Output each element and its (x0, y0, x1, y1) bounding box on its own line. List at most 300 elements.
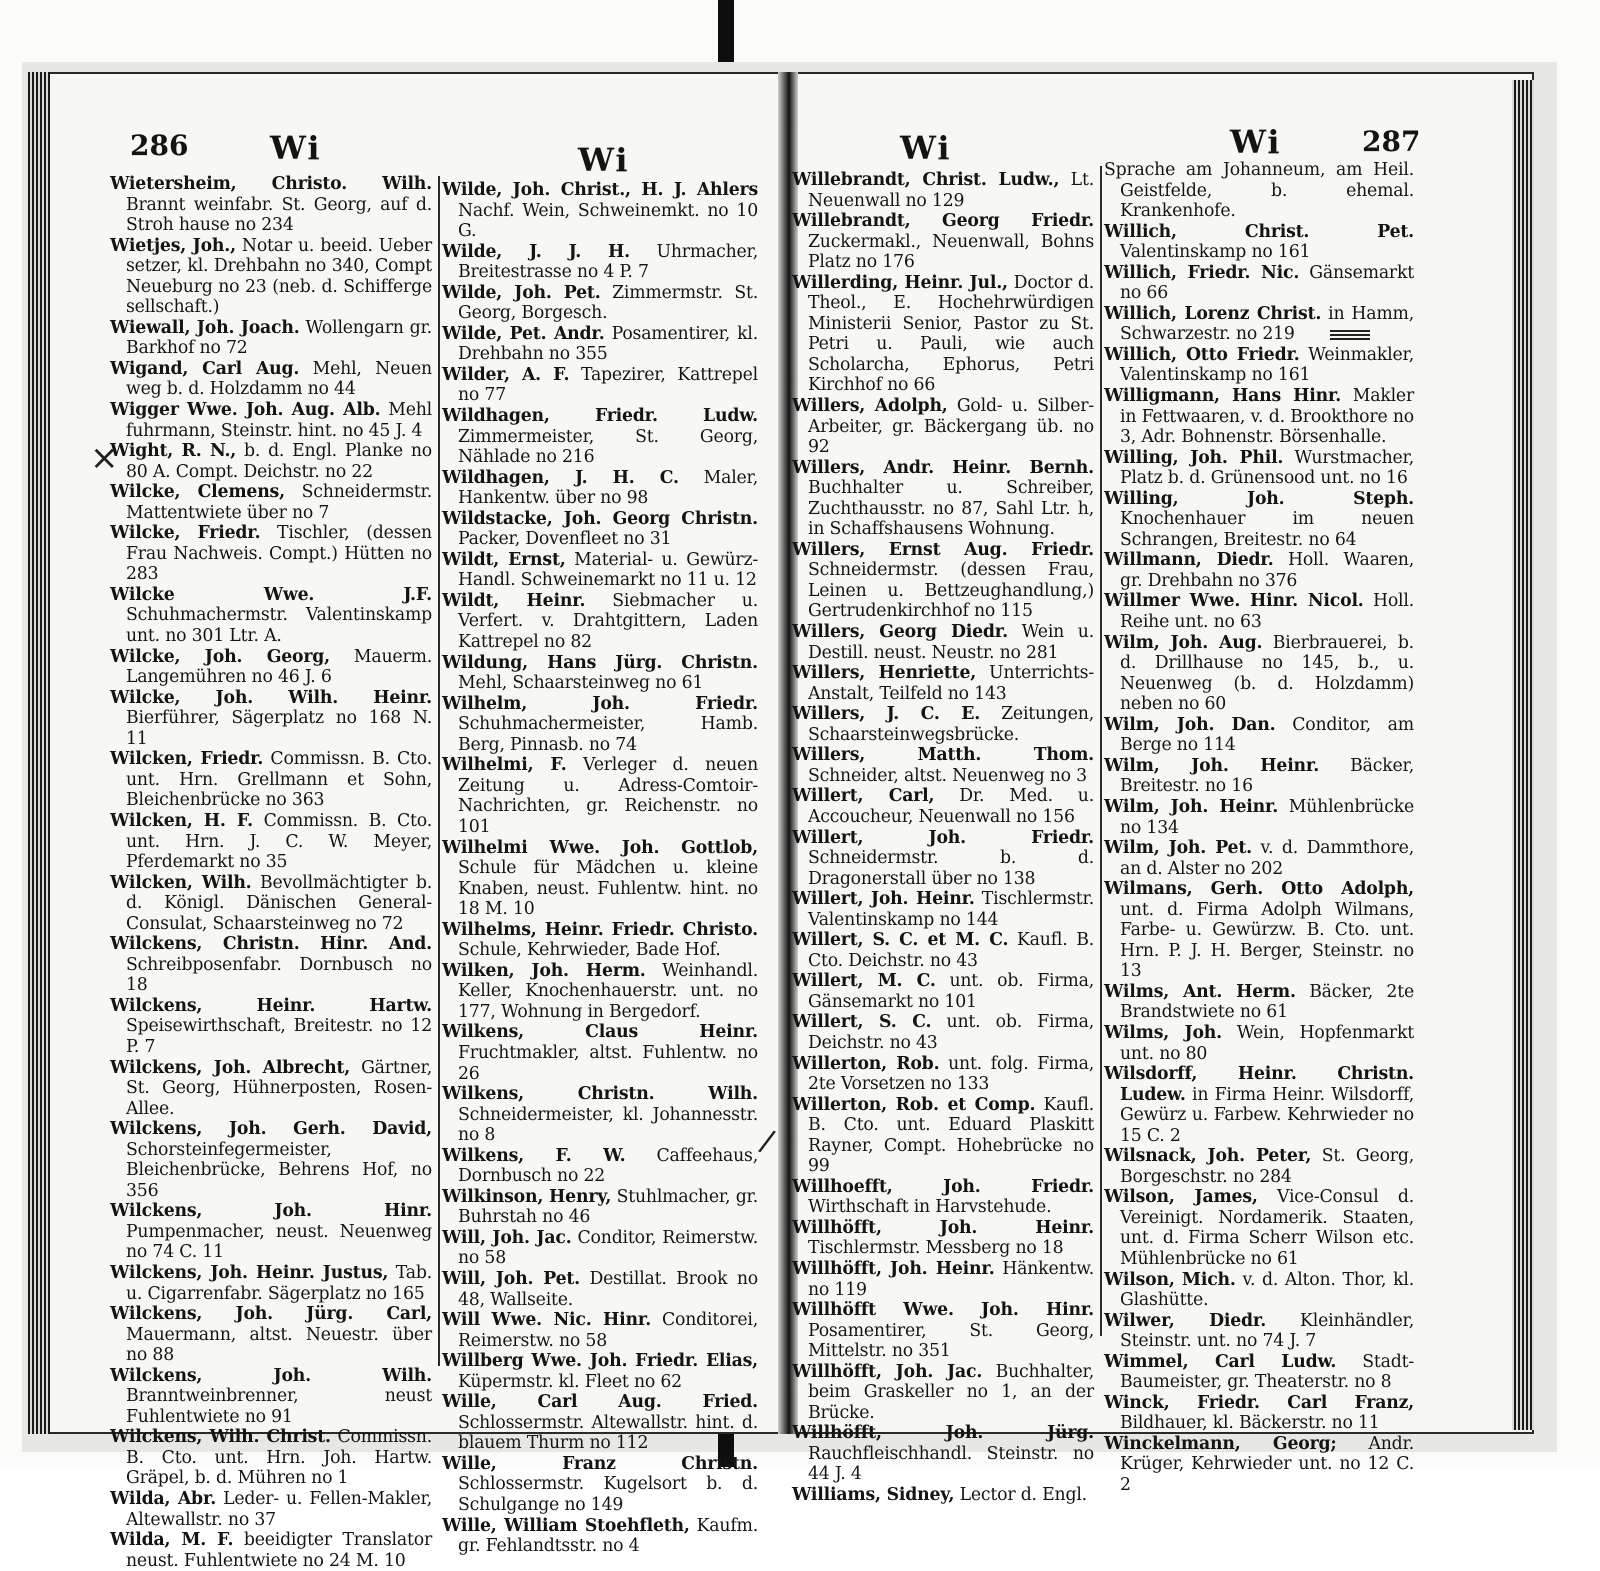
entry-details: Kaufl. B. Cto. unt. Eduard Plaskitt Rayner, Compt. Hohebrücke no 99 (808, 1094, 1094, 1177)
entry-name: Williams, Sidney, (792, 1485, 955, 1505)
entry-name: Wilckens, Joh. Gerh. David, (110, 1119, 432, 1140)
entry-name: Wilcke, Joh. Wilh. Heinr. (110, 687, 432, 708)
directory-entry (1104, 263, 1414, 304)
directory-entry (442, 406, 758, 468)
directory-entry (442, 1146, 758, 1187)
entry-name: Wilde, Joh. Christ., H. J. Ahlers (442, 180, 758, 200)
entry-details: Andr. Krüger, Kehrwieder unt. no 12 C. 2 (1120, 1433, 1414, 1495)
entry-name: Wille, William Stoehfleth, (442, 1515, 690, 1536)
entry-name: Willert, M. C. (792, 971, 936, 992)
entry-name: Willmer Wwe. Hinr. Nicol. (1104, 591, 1364, 612)
entry-details: Gold- u. Silber-Arbeiter, gr. Bäckergang üb. no 92 (808, 396, 1094, 458)
entry-details: Tapezirer, Kattrepel no 77 (458, 364, 758, 406)
directory-entry (792, 622, 1094, 663)
entry-details: v. d. Alton. Thor, kl. Glashütte. (1120, 1269, 1414, 1311)
entry-name: Wilm, Joh. Pet. (1104, 838, 1252, 859)
directory-entry (792, 211, 1094, 273)
directory-entry (110, 749, 432, 811)
entry-details: Zeitungen, Schaarsteinwegsbrücke. (808, 704, 1094, 745)
entry-name: Wilkens, F. W. (442, 1145, 626, 1166)
directory-entry (110, 1489, 432, 1530)
directory-entry (442, 1351, 758, 1392)
entry-name: Willers, Henriette, (792, 663, 977, 684)
entry-name: Wilcke, Friedr. (110, 523, 261, 544)
directory-entry (442, 1228, 758, 1269)
entry-name: Wight, R. N., (110, 441, 237, 462)
entry-details: Conditor, Reimerstw. no 58 (458, 1227, 758, 1269)
entry-name: Winckelmann, Georg; (1104, 1433, 1337, 1454)
directory-entry (1104, 222, 1414, 263)
directory-entry (442, 283, 758, 324)
entry-name: Willert, Carl, (792, 786, 935, 807)
entry-details: Sprache am Johanneum, am Heil. Geistfelde, b. ehemal. Krankenhofe. (1104, 160, 1414, 222)
directory-entry (110, 400, 432, 441)
entry-details: Brannt weinfabr. St. Georg, auf d. Stroh hause no 234 (126, 194, 432, 236)
entry-details: Bevollmächtigter b. d. Königl. Dänischen General-Consulat, Schaarsteinweg no 72 (126, 872, 433, 934)
directory-entry (110, 688, 432, 750)
entry-name: Willhöfft, Joh. Heinr. (792, 1217, 1094, 1238)
entry-details: Maler, Hankentw. über no 98 (458, 467, 759, 509)
entry-name: Wilmans, Gerh. Otto Adolph, (1104, 879, 1414, 900)
entry-details: Makler in Fettwaaren, v. d. Brookthore no 3, Adr. Bohnenstr. Börsenhalle. (1120, 386, 1414, 448)
entry-name: Will Wwe. Nic. Hinr. (442, 1310, 652, 1331)
entry-details: Caffeehaus, Dornbusch no 22 (458, 1145, 758, 1187)
directory-entry (110, 482, 432, 523)
entry-details: Lector d. Engl. (954, 1485, 1087, 1505)
directory-entry (110, 236, 432, 318)
entry-details: Pumpenmacher, neust. Neuenweg no 74 C. 11 (126, 1221, 432, 1263)
directory-entry (792, 1485, 1094, 1506)
directory-entry (442, 509, 758, 550)
directory-entry (1104, 345, 1414, 386)
directory-entry (110, 1119, 432, 1201)
directory-entry (442, 365, 758, 406)
entry-details: Tab. u. Cigarrenfabr. Sägerplatz no 165 (126, 1262, 432, 1304)
entry-name: Wildstacke, Joh. Georg Christn. (442, 508, 758, 529)
directory-entry (1104, 756, 1414, 797)
directory-entry (792, 170, 1094, 211)
entry-name: Willhöfft Wwe. Joh. Hinr. (792, 1300, 1094, 1321)
right-page-column-rule (1100, 166, 1102, 1336)
directory-entry (442, 1187, 758, 1228)
directory-entry (442, 550, 758, 591)
directory-entry (1104, 715, 1414, 756)
entry-name: Wilms, Joh. (1104, 1022, 1222, 1043)
entry-name: Wilder, A. F. (442, 364, 570, 385)
entry-name: Wilson, James, (1104, 1187, 1258, 1208)
entry-details: Commissn. B. Cto. unt. Hrn. Joh. Hartw. Gräpel, b. d. Mühren no 1 (126, 1427, 432, 1489)
entry-details: Conditorei, Reimerstw. no 58 (458, 1310, 758, 1351)
entry-name: Willhöfft, Joh. Heinr. (792, 1258, 995, 1279)
entry-details: Zuckermakl., Neuenwall, Bohns Platz no 176 (808, 231, 1094, 273)
entry-details: Wirthschaft in Harvstehude. (808, 1197, 1052, 1218)
entry-details: Buchhalter u. Schreiber, Zuchthausstr. no 87, Sahl Ltr. h, in Schaffshausens Wohnung. (808, 478, 1094, 540)
entry-details: Bierführer, Sägerplatz no 168 N. 11 (126, 708, 432, 749)
entry-details: Material- u. Gewürz-Handl. Schweinemarkt no 11 u. 12 (458, 549, 758, 591)
directory-entry (110, 811, 432, 873)
directory-entry (792, 1054, 1094, 1095)
left-running-head-b: Wi (578, 141, 630, 179)
entry-name: Willert, S. C. (792, 1012, 932, 1033)
entry-details: Bierbrauerei, b. d. Drillhause no 145, b., u. Neuenweg (b. d. Holzdamm) neben no 60 (1120, 632, 1414, 715)
entry-details: Notar u. beeid. Ueber setzer, kl. Drehbahn no 340, Compt Neueburg no 23 (neb. d. Schifferge sellschaft.) (126, 235, 432, 318)
entry-details: unt. d. Firma Adolph Wilmans, Farbe- u. Gewürzw. B. Cto. unt. Hrn. P. J. H. Berger, Steinstr. no 13 (1120, 899, 1414, 982)
entry-name: Will, Joh. Jac. (442, 1227, 572, 1248)
directory-entry (792, 745, 1094, 786)
entry-details: Gänsemarkt no 66 (1120, 262, 1414, 304)
entry-details: Wurstmacher, Platz b. d. Grünensood unt. no 16 (1120, 447, 1414, 489)
entry-details: Schneider, altst. Neuenweg no 3 (808, 765, 1087, 786)
entry-details: Doctor d. Theol., E. Hochehrwürdigen Ministerii Senior, Pastor zu St. Petri u. Pauli, wie auch Scholarcha, Ephorus, Petri Kirchhof no 66 (808, 272, 1094, 396)
directory-entry (110, 1058, 432, 1120)
directory-entry (792, 396, 1094, 458)
directory-entry (1104, 1270, 1414, 1311)
entry-name: Willmann, Diedr. (1104, 550, 1274, 571)
entry-details: Branntweinbrenner, neust Fuhlentwiete no 91 (126, 1386, 432, 1427)
entry-name: Wilhelm, Joh. Friedr. (442, 693, 758, 714)
directory-entry (110, 873, 432, 935)
entry-details: Hänkentw. no 119 (808, 1258, 1094, 1300)
entry-name: Wilkens, Claus Heinr. (442, 1022, 758, 1043)
directory-entry (110, 1304, 432, 1366)
entry-name: Wilcke, Joh. Georg, (110, 646, 330, 667)
entry-details: Fruchtmakler, altst. Fuhlentw. no 26 (458, 1042, 758, 1084)
entry-details: Schuhmachermstr. Valentinskamp unt. no 301 Ltr. A. (126, 605, 432, 647)
entry-name: Wilken, Joh. Herm. (442, 960, 646, 981)
entry-details: Leder- u. Fellen-Makler, Altewallstr. no 37 (126, 1489, 433, 1530)
entry-details: Schule, Kehrwieder, Bade Hof. (458, 940, 721, 961)
entry-details: Schuhmachermeister, Hamb. Berg, Pinnasb. no 74 (458, 714, 758, 755)
entry-name: Wille, Carl Aug. Fried. (442, 1392, 758, 1413)
directory-entry (1104, 797, 1414, 838)
entry-name: Wilda, M. F. (110, 1530, 234, 1551)
directory-entry (442, 1084, 758, 1146)
entry-name: Wilckens, Joh. Albrecht, (110, 1057, 351, 1078)
left-page-column-rule (438, 176, 440, 1366)
directory-entry (1104, 1393, 1414, 1434)
entry-details: Mühlenbrücke no 134 (1120, 796, 1415, 838)
entry-name: Wilm, Joh. Heinr. (1104, 796, 1279, 817)
entry-name: Willers, Georg Diedr. (792, 622, 1008, 643)
directory-entry (1104, 1352, 1414, 1393)
directory-entry (792, 704, 1094, 745)
entry-details: Commissn. B. Cto. unt. Hrn. J. C. W. Meyer, Pferdemarkt no 35 (126, 810, 432, 873)
entry-details: b. d. Engl. Planke no 80 A. Compt. Deichstr. no 22 (126, 441, 432, 482)
directory-entry (110, 359, 432, 400)
entry-name: Willerton, Rob. (792, 1053, 940, 1074)
entry-details: Vice-Consul d. Vereinigt. Nordamerik. Staaten, unt. d. Firma Scherr Wilson etc. Mühlenbrücke no 61 (1120, 1187, 1414, 1269)
entry-name: Wilm, Joh. Aug. (1104, 632, 1263, 653)
entry-details: Tischlermstr. Valentinskamp no 144 (808, 889, 1094, 930)
entry-details: Lt. Neuenwall no 129 (808, 170, 1094, 211)
entry-name: Wille, Franz Christn. (442, 1453, 758, 1474)
entry-details: Dr. Med. u. Accoucheur, Neuenwall no 156 (808, 786, 1094, 827)
entry-name: Wilde, Joh. Pet. (442, 282, 601, 303)
entry-name: Wilcke Wwe. J.F. (110, 584, 432, 605)
entry-name: Wilckens, Joh. Hinr. (110, 1201, 432, 1222)
ink-smudge (1330, 330, 1370, 340)
left-page-edges (28, 72, 50, 1434)
entry-name: Wildhagen, Friedr. Ludw. (442, 406, 758, 427)
entry-name: Will, Joh. Pet. (442, 1268, 580, 1289)
entry-details: Schlossermstr. Kugelsort b. d. Schulgange no 149 (458, 1474, 758, 1515)
entry-name: Wilm, Joh. Dan. (1104, 714, 1276, 735)
entry-name: Willert, Joh. Heinr. (792, 889, 975, 910)
entry-name: Willert, Joh. Friedr. (792, 827, 1094, 848)
directory-entry (1104, 448, 1414, 489)
directory-entry (1104, 1146, 1414, 1187)
entry-name: Wietersheim, Christo. Wilh. (110, 174, 432, 194)
entry-details: Rauchfleischhandl. Steinstr. no 44 J. 4 (808, 1443, 1094, 1485)
directory-entry (442, 1022, 758, 1084)
right-page-number: 287 (1362, 125, 1421, 158)
entry-name: Willers, J. C. E. (792, 704, 981, 725)
entry-details: Stadt-Baumeister, gr. Theaterstr. no 8 (1120, 1351, 1414, 1393)
entry-details: Unterrichts-Anstalt, Teilfeld no 143 (808, 663, 1094, 704)
entry-name: Willhoefft, Joh. Friedr. (792, 1176, 1094, 1197)
entry-details: Bäcker, 2te Brandstwiete no 61 (1120, 981, 1414, 1023)
entry-name: Wilcken, Friedr. (110, 749, 264, 770)
directory-entry (792, 458, 1094, 540)
entry-details: Kleinhändler, Steinstr. unt. no 74 J. 7 (1120, 1310, 1414, 1352)
entry-details: Schorsteinfegermeister, Bleichenbrücke, Behrens Hof, no 356 (126, 1139, 432, 1201)
entry-details: Schreibposenfabr. Dornbusch no 18 (126, 954, 432, 996)
entry-name: Wilhelms, Heinr. Friedr. Christo. (442, 919, 758, 940)
entry-details: Stuhlmacher, gr. Buhrstah no 46 (458, 1186, 759, 1228)
directory-entry (442, 920, 758, 961)
directory-entry (1104, 386, 1414, 448)
directory-entry (442, 1454, 758, 1516)
entry-details: Tischlermstr. Messberg no 18 (808, 1238, 1064, 1259)
directory-entry (442, 242, 758, 283)
entry-name: Wildhagen, J. H. C. (442, 467, 679, 488)
entry-details: Siebmacher u. Verfert. v. Drahtgittern, Laden Kattrepel no 82 (458, 590, 758, 653)
directory-entry (442, 694, 758, 756)
entry-details: Posamentirer, St. Georg, Mittelstr. no 351 (808, 1320, 1094, 1362)
directory-entry (1104, 489, 1414, 551)
directory-entry (1104, 1434, 1414, 1496)
entry-name: Wilcke, Clemens, (110, 482, 285, 503)
directory-entry (110, 1427, 432, 1489)
entry-name: Willing, Joh. Steph. (1104, 488, 1414, 509)
entry-name: Wildt, Heinr. (442, 590, 586, 611)
directory-entry (792, 1259, 1094, 1300)
directory-entry (1104, 550, 1414, 591)
handwritten-x-mark: × (90, 438, 119, 478)
entry-details: Knochenhauer im neuen Schrangen, Breitestr. no 64 (1120, 509, 1414, 550)
directory-entry (792, 971, 1094, 1012)
entry-details: unt. folg. Firma, 2te Vorsetzen no 133 (808, 1053, 1094, 1095)
entry-name: Wilde, Pet. Andr. (442, 323, 605, 344)
entry-details: Verleger d. neuen Zeitung u. Adress-Comtoir-Nachrichten, gr. Reichenstr. no 101 (458, 755, 759, 837)
entry-name: Wilcken, H. F. (110, 810, 254, 831)
right-page-edges (1512, 80, 1534, 1430)
directory-entry (110, 1530, 432, 1571)
entry-name: Wildt, Ernst, (442, 549, 566, 570)
entry-details: St. Georg, Borgeschstr. no 284 (1120, 1146, 1414, 1187)
right-page-column-1 (792, 170, 1095, 1505)
directory-entry (442, 180, 758, 242)
entry-details: Weinhandl. Keller, Knochenhauerstr. unt. no 177, Wohnung in Bergedorf. (458, 960, 758, 1022)
directory-entry (110, 318, 432, 359)
directory-entry (1104, 633, 1414, 715)
directory-entry (792, 1362, 1094, 1424)
directory-entry (442, 653, 758, 694)
directory-entry (110, 996, 432, 1058)
entry-details: Kaufl. B. Cto. Deichstr. no 43 (808, 930, 1094, 971)
entry-name: Willerton, Rob. et Comp. (792, 1094, 1036, 1115)
entry-name: Wilm, Joh. Heinr. (1104, 755, 1320, 776)
entry-details: Mauerm. Langemühren no 46 J. 6 (126, 646, 432, 688)
directory-entry (110, 523, 432, 585)
entry-details: Zimmermeister, St. Georg, Nählade no 216 (458, 426, 758, 468)
directory-entry (792, 1095, 1094, 1177)
entry-name: Willberg Wwe. Joh. Friedr. Elias, (442, 1351, 758, 1372)
directory-entry (792, 1423, 1094, 1485)
directory-entry (442, 838, 758, 920)
entry-details: unt. ob. Firma, Gänsemarkt no 101 (808, 971, 1094, 1012)
entry-details: Commissn. B. Cto. unt. Hrn. Grellmann et Sohn, Bleichenbrücke no 363 (126, 749, 432, 811)
entry-name: Willhöfft, Joh. Jürg. (792, 1423, 1094, 1444)
entry-details: Holl. Reihe unt. no 63 (1120, 591, 1414, 633)
directory-entry (792, 1300, 1094, 1362)
directory-entry (792, 1012, 1094, 1053)
entry-details: Schneidermstr. (dessen Frau, Leinen u. Bettzeughandlung,) Gertrudenkirchhof no 115 (808, 560, 1094, 622)
directory-entry (792, 663, 1094, 704)
directory-entry (1104, 879, 1414, 982)
directory-entry (442, 324, 758, 365)
entry-details: Speisewirthschaft, Breitestr. no 12 P. 7 (126, 1016, 432, 1057)
entry-name: Wildung, Hans Jürg. Christn. (442, 652, 758, 673)
directory-entry (1104, 1187, 1414, 1269)
entry-name: Winck, Friedr. Carl Franz, (1104, 1392, 1414, 1413)
directory-entry (110, 441, 432, 482)
entry-name: Wilhelmi Wwe. Joh. Gottlob, (442, 837, 758, 858)
entry-details: Schule für Mädchen u. kleine Knaben, neust. Fuhlentw. hint. no 18 M. 10 (458, 858, 758, 920)
entry-name: Wilsnack, Joh. Peter, (1104, 1146, 1312, 1167)
directory-entry (792, 828, 1094, 890)
entry-name: Wilckens, Wilh. Christ. (110, 1427, 331, 1448)
entry-details: Wollengarn gr. Barkhof no 72 (126, 317, 432, 359)
entry-details: Schneidermstr. Mattentwiete über no 7 (126, 482, 432, 523)
entry-details: Holl. Waaren, gr. Drehbahn no 376 (1120, 550, 1415, 591)
entry-details: Zimmermstr. St. Georg, Borgesch. (458, 282, 758, 324)
handwritten-tick-mark: / (756, 1123, 778, 1160)
entry-name: Willers, Adolph, (792, 396, 948, 417)
entry-name: Wilckens, Christn. Hinr. And. (110, 934, 432, 955)
entry-name: Willers, Ernst Aug. Friedr. (792, 539, 1094, 560)
entry-name: Wilsdorff, Heinr. Christn. Ludew. (1104, 1064, 1414, 1105)
entry-name: Willers, Andr. Heinr. Bernh. (792, 457, 1094, 478)
directory-entry (792, 889, 1094, 930)
directory-entry (442, 961, 758, 1023)
entry-name: Wilckens, Joh. Wilh. (110, 1365, 432, 1386)
directory-entry (792, 786, 1094, 827)
entry-details: Mehl, Schaarsteinweg no 61 (458, 673, 704, 694)
entry-details: Wein, Hopfenmarkt unt. no 80 (1120, 1022, 1414, 1064)
directory-entry (792, 540, 1094, 622)
entry-name: Wilde, J. J. H. (442, 241, 630, 262)
entry-details: Kaufm. gr. Fehlandtsstr. no 4 (458, 1515, 758, 1557)
directory-entry (110, 1263, 432, 1304)
directory-entry (792, 930, 1094, 971)
directory-entry (1104, 591, 1414, 632)
directory-entry (110, 647, 432, 688)
entry-details: Bildhauer, kl. Bäckerstr. no 11 (1120, 1413, 1380, 1434)
directory-entry (1104, 982, 1414, 1023)
directory-entry (110, 585, 432, 647)
directory-entry (1104, 838, 1414, 879)
left-running-head-a: Wi (270, 129, 322, 167)
entry-details: Schneidermstr. b. d. Dragonerstall über no 138 (808, 848, 1094, 889)
directory-entry (792, 1218, 1094, 1259)
entry-details: Conditor, am Berge no 114 (1120, 714, 1414, 756)
directory-entry (1104, 1311, 1414, 1352)
entry-name: Wimmel, Carl Ludw. (1104, 1351, 1337, 1372)
entry-details: Buchhalter, beim Graskeller no 1, an der Brücke. (808, 1361, 1094, 1423)
entry-details: Gärtner, St. Georg, Hühnerposten, Rosen-Allee. (126, 1057, 433, 1119)
entry-details: in Firma Heinr. Wilsdorff, Gewürz u. Farbew. Kehrwieder no 15 C. 2 (1120, 1084, 1414, 1146)
directory-entry (442, 1310, 758, 1351)
entry-name: Willich, Otto Friedr. (1104, 344, 1300, 365)
entry-name: Wilhelmi, F. (442, 755, 567, 776)
directory-entry (442, 755, 758, 837)
entry-details: Nachf. Wein, Schweinemkt. no 10 G. (458, 200, 758, 242)
entry-name: Willich, Lorenz Christ. (1104, 303, 1322, 324)
entry-name: Wilcken, Wilh. (110, 872, 252, 893)
spine-top (718, 0, 734, 62)
entry-name: Willhöfft, Joh. Jac. (792, 1361, 983, 1382)
entry-name: Wilkens, Christn. Wilh. (442, 1084, 758, 1105)
entry-details: Mauermann, altst. Neuestr. über no 88 (126, 1324, 432, 1366)
directory-entry (442, 1392, 758, 1454)
entry-name: Wilson, Mich. (1104, 1269, 1236, 1290)
entry-name: Willigmann, Hans Hinr. (1104, 386, 1342, 407)
directory-entry (1104, 1023, 1414, 1064)
entry-name: Willebrandt, Christ. Ludw., (792, 170, 1060, 190)
entry-details: in Hamm, Schwarzestr. no 219 (1120, 303, 1414, 345)
left-page-number: 286 (130, 129, 189, 162)
entry-details: Uhrmacher, Breitestrasse no 4 P. 7 (458, 241, 758, 283)
entry-details: Posamentirer, kl. Drehbahn no 355 (458, 323, 758, 365)
directory-entry (792, 1177, 1094, 1218)
directory-entry (1104, 160, 1414, 222)
entry-details: Mehl, Neuen weg b. d. Holzdamm no 44 (126, 358, 432, 400)
directory-entry (442, 1516, 758, 1557)
left-page-column-1 (110, 174, 433, 1571)
entry-name: Willich, Christ. Pet. (1104, 221, 1414, 242)
right-running-head-b: Wi (1230, 123, 1282, 161)
entry-name: Wiewall, Joh. Joach. (110, 317, 300, 338)
entry-details: Valentinskamp no 161 (1120, 242, 1311, 263)
entry-name: Willers, Matth. Thom. (792, 745, 1094, 766)
directory-entry (442, 468, 758, 509)
entry-details: Tischler, (dessen Frau Nachweis. Compt.) Hütten no 283 (126, 523, 432, 585)
left-page-column-2 (442, 180, 759, 1557)
entry-details: Mehl fuhrmann, Steinstr. hint. no 45 J. 4 (126, 400, 432, 441)
entry-name: Wilckens, Joh. Jürg. Carl, (110, 1304, 432, 1325)
entry-details: unt. ob. Firma, Deichstr. no 43 (808, 1012, 1094, 1053)
entry-name: Wilckens, Joh. Heinr. Justus, (110, 1262, 389, 1283)
entry-name: Wietjes, Joh., (110, 235, 236, 256)
entry-name: Wigand, Carl Aug. (110, 358, 300, 379)
entry-name: Wigger Wwe. Joh. Aug. Alb. (110, 400, 381, 421)
entry-details: Packer, Dovenfleet no 31 (458, 529, 672, 550)
entry-details: Schlossermstr. Altewallstr. hint. d. blauem Thurm no 112 (458, 1412, 758, 1454)
directory-entry (110, 174, 432, 236)
directory-entry (792, 273, 1094, 396)
directory-entry (110, 1201, 432, 1263)
